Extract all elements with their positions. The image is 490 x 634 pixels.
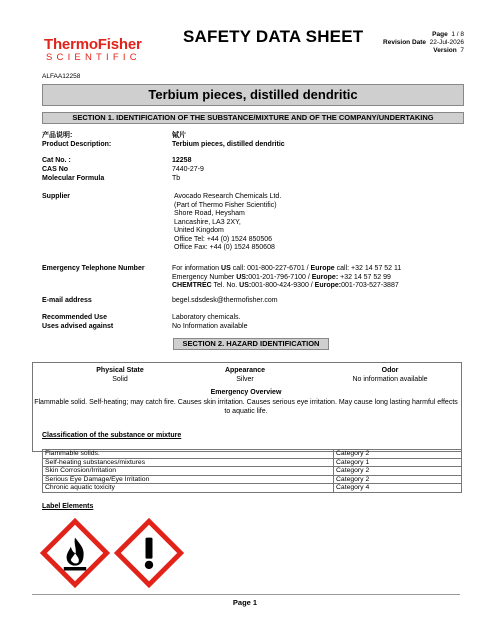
appearance-label: Appearance	[224, 367, 266, 374]
emergency-numbers	[172, 265, 401, 291]
supplier-label: Supplier	[42, 193, 71, 200]
text: For information	[172, 265, 222, 272]
advised-against-label: Uses advised against	[42, 323, 114, 330]
table-row	[43, 467, 462, 476]
text: 001-201-796-7100 /	[248, 273, 312, 281]
supplier-line: Shore Road, Heysham	[174, 210, 245, 217]
hazard-cell: Flammable solids.	[43, 450, 334, 459]
table-row	[43, 450, 462, 459]
physical-state-label: Physical State	[96, 367, 144, 374]
product-title: Terbium pieces, distilled dendritic	[42, 84, 464, 106]
section2-heading: SECTION 2. HAZARD IDENTIFICATION	[173, 338, 329, 350]
cat-value: 12258	[172, 157, 192, 164]
text: 001-800-424-9300 /	[251, 282, 315, 289]
emergency-label: Emergency Telephone Number	[42, 265, 145, 272]
supplier-address	[174, 193, 281, 253]
header-meta	[383, 31, 464, 55]
text: call: +32 14 57 52 11	[334, 265, 402, 272]
formula-label: Molecular Formula	[42, 175, 105, 182]
text: call: 001-800-227-6701 /	[230, 265, 311, 272]
page-value: 1 / 8	[451, 31, 464, 38]
page-label: Page	[432, 31, 448, 38]
supplier-line: Lancashire, LA3 2XY,	[174, 218, 241, 226]
category-cell: Category 2	[334, 450, 462, 459]
supplier-line: Office Tel: +44 (0) 1524 850506	[174, 235, 273, 243]
emergency-overview-text: Flammable solid. Self-heating; may catch fire. Causes skin irritation. Causes serious eye irritation. May cause long lasting harmful effects to aquatic life.	[34, 399, 458, 415]
appearance-value: Silver	[236, 375, 254, 383]
hazard-cell: Serious Eye Damage/Eye Irritation	[43, 475, 334, 484]
revision-label: Revision Date	[383, 39, 427, 46]
text: Europe	[310, 265, 335, 272]
classification-heading: Classification of the substance or mixture	[42, 432, 182, 439]
hazard-cell: Self-heating substances/mixtures	[43, 458, 334, 467]
recommended-use-value: Laboratory chemicals.	[172, 314, 241, 321]
cas-label: CAS No	[42, 166, 69, 173]
document-title: SAFETY DATA SHEET	[183, 27, 364, 46]
version-label: Version	[433, 47, 457, 54]
supplier-line: Office Fax: +44 (0) 1524 850608	[174, 244, 275, 251]
text: US:	[239, 282, 252, 289]
appearance	[195, 367, 295, 384]
email-label: E-mail address	[42, 297, 92, 304]
page-number: Page 1	[232, 598, 258, 607]
version-value: 7	[460, 47, 464, 54]
supplier-line: Avocado Research Chemicals Ltd.	[174, 193, 282, 200]
text: Europe:	[311, 273, 339, 281]
supplier-line: (Part of Thermo Fisher Scientific)	[174, 201, 277, 209]
product-code: ALFAA12258	[42, 73, 81, 80]
odor-label: Odor	[381, 367, 399, 374]
product-desc-value: Terbium pieces, distilled dendritic	[172, 141, 285, 148]
revision-value: 22-Jul-2026	[429, 39, 464, 46]
category-cell: Category 2	[334, 475, 462, 484]
text: +32 14 57 52 99	[338, 273, 391, 281]
supplier-line: United Kingdom	[174, 227, 224, 234]
logo-subtitle: SCIENTIFIC	[46, 52, 141, 63]
physical-state-value: Solid	[112, 375, 128, 383]
cat-label: Cat No. :	[42, 157, 71, 164]
category-cell: Category 4	[334, 484, 462, 493]
emergency-overview-heading: Emergency Overview	[210, 389, 282, 396]
text: US:	[236, 273, 249, 281]
text: Emergency Number	[172, 273, 237, 281]
label-elements-heading: Label Elements	[42, 503, 94, 510]
odor	[330, 367, 450, 384]
logo-wordmark: ThermoFisher	[44, 36, 142, 53]
flame-icon	[40, 518, 110, 588]
table-row	[43, 484, 462, 493]
recommended-use-label: Recommended Use	[42, 314, 107, 321]
footer-divider	[32, 594, 460, 595]
physical-state	[70, 367, 170, 384]
email-value[interactable]: begel.sdsdesk@thermofisher.com	[172, 297, 278, 304]
hazard-cell: Skin Corrosion/Irritation	[43, 467, 334, 476]
table-row	[43, 475, 462, 484]
advised-against-value: No Information available	[172, 323, 248, 330]
category-cell: Category 2	[334, 467, 462, 476]
cas-value: 7440-27-9	[172, 166, 204, 173]
category-cell: Category 1	[334, 458, 462, 467]
section1-heading: SECTION 1. IDENTIFICATION OF THE SUBSTANCE/MIXTURE AND OF THE COMPANY/UNDERTAKING	[42, 112, 464, 124]
hazard-cell: Chronic aquatic toxicity	[43, 484, 334, 493]
odor-value: No information available	[352, 375, 428, 383]
classification-table	[42, 449, 462, 493]
text: Europe:	[314, 282, 342, 289]
cn-value: 铽片	[172, 132, 186, 139]
text: CHEMTREC	[172, 282, 212, 289]
text: US	[221, 265, 231, 272]
product-desc-label: Product Description:	[42, 141, 112, 148]
table-row	[43, 458, 462, 467]
text: 001-703-527-3887	[341, 282, 399, 289]
exclamation-icon	[114, 518, 184, 588]
text: Tel. No.	[211, 282, 240, 289]
formula-value: Tb	[172, 175, 181, 182]
cn-label: 产品说明:	[42, 132, 73, 139]
